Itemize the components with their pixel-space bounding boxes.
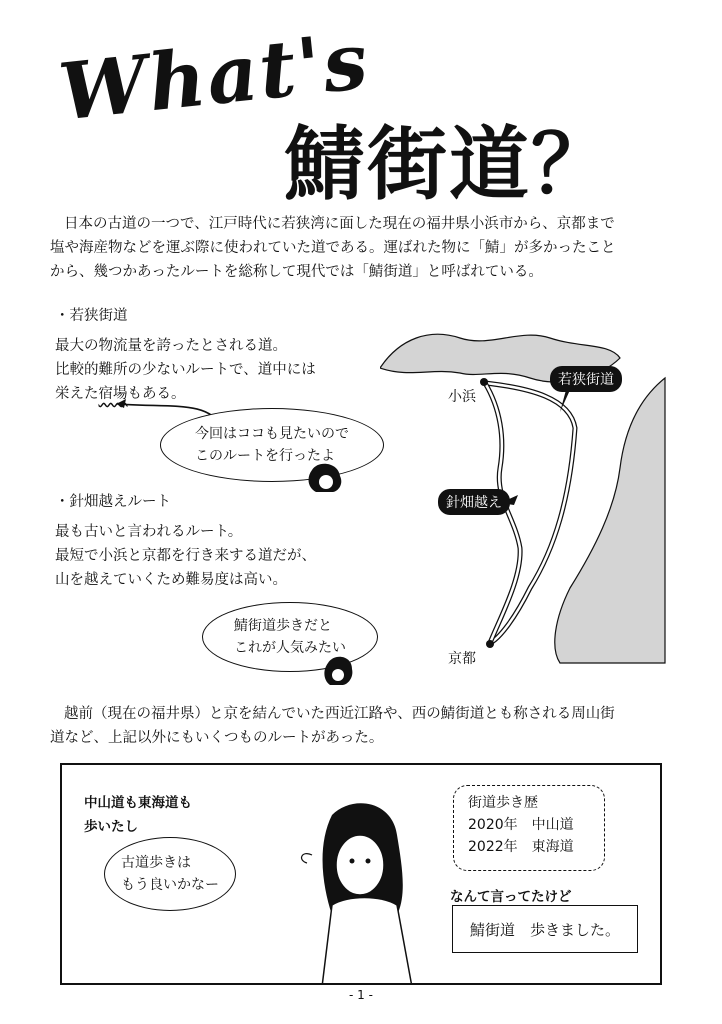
history-row	[468, 814, 590, 836]
character-illustration	[292, 795, 432, 985]
outro-line: 道など、上記以外にもいくつものルートがあった。	[50, 730, 384, 746]
text: 栄えた	[55, 386, 99, 402]
text: もある。	[127, 386, 186, 402]
intro-paragraph	[50, 212, 690, 284]
walking-history-box	[453, 785, 605, 871]
intro-line: から、幾つかあったルートを総称して現代では「鯖街道」と呼ばれている。	[50, 264, 543, 280]
page-number: - 1 -	[349, 988, 373, 1002]
map-label-wakasa: 若狭街道	[550, 366, 622, 392]
route1-line: 比較的難所の少ないルートで、道中には	[55, 362, 316, 378]
character-head-icon	[318, 655, 358, 691]
bubble-line: これが人気みたい	[234, 640, 346, 656]
title-english: What's	[55, 15, 374, 139]
panel-narration	[84, 791, 192, 839]
route2-text	[55, 520, 316, 592]
route-map	[380, 318, 670, 668]
map-label-harihata: 針畑越え	[438, 489, 510, 515]
outro-line: 越前（現在の福井県）と京を結んでいた西近江路や、西の鯖街道とも称される周山街	[64, 706, 615, 722]
intro-line: 日本の古道の一つで、江戸時代に若狭湾に面した現在の福井県小浜市から、京都まで	[64, 216, 615, 232]
history-road: 東海道	[531, 839, 574, 855]
history-year: 2022年	[468, 839, 518, 855]
narration-line: 中山道も東海道も	[84, 795, 192, 811]
title-japanese: 鯖街道？	[285, 118, 613, 211]
map-label-obama: 小浜	[448, 389, 476, 405]
obama-marker	[480, 378, 488, 386]
shukuba-highlight: 宿場	[98, 386, 128, 402]
bubble-line: このルートを行ったよ	[195, 448, 335, 464]
result-box: 鯖街道 歩きました。	[452, 905, 638, 953]
character-head-icon	[298, 462, 348, 502]
but-text: なんて言ってたけど	[450, 889, 572, 905]
route1-line: 最大の物流量を誇ったとされる道。	[55, 338, 287, 354]
speech-bubble-panel	[104, 837, 236, 911]
bubble-line: 鯖街道歩きだと	[234, 618, 332, 634]
narration-line: 歩いたし	[84, 819, 138, 835]
kyoto-marker	[486, 640, 494, 648]
history-year: 2020年	[468, 817, 518, 833]
history-title: 街道歩き歴	[468, 795, 538, 811]
route2-heading: ・針畑越えルート	[55, 494, 171, 510]
bubble-line: 古道歩きは	[121, 855, 191, 871]
map-label-kyoto: 京都	[448, 651, 476, 667]
comic-panel	[60, 763, 662, 985]
route1-heading: ・若狭街道	[55, 308, 128, 324]
route2-line: 最短で小浜と京都を行き来する道だが、	[55, 548, 316, 564]
history-row	[468, 836, 590, 858]
speech-bubble-route1	[160, 408, 384, 482]
bubble-line: もう良いかなー	[121, 877, 219, 893]
outro-paragraph	[50, 702, 690, 750]
route2-line: 山を越えていくため難易度は高い。	[55, 572, 287, 588]
history-road: 中山道	[531, 817, 574, 833]
route2-line: 最も古いと言われるルート。	[55, 524, 243, 540]
intro-line: 塩や海産物などを運ぶ際に使われていた道である。運ばれた物に「鯖」が多かったこと	[50, 240, 616, 256]
bubble-line: 今回はココも見たいので	[195, 426, 349, 442]
